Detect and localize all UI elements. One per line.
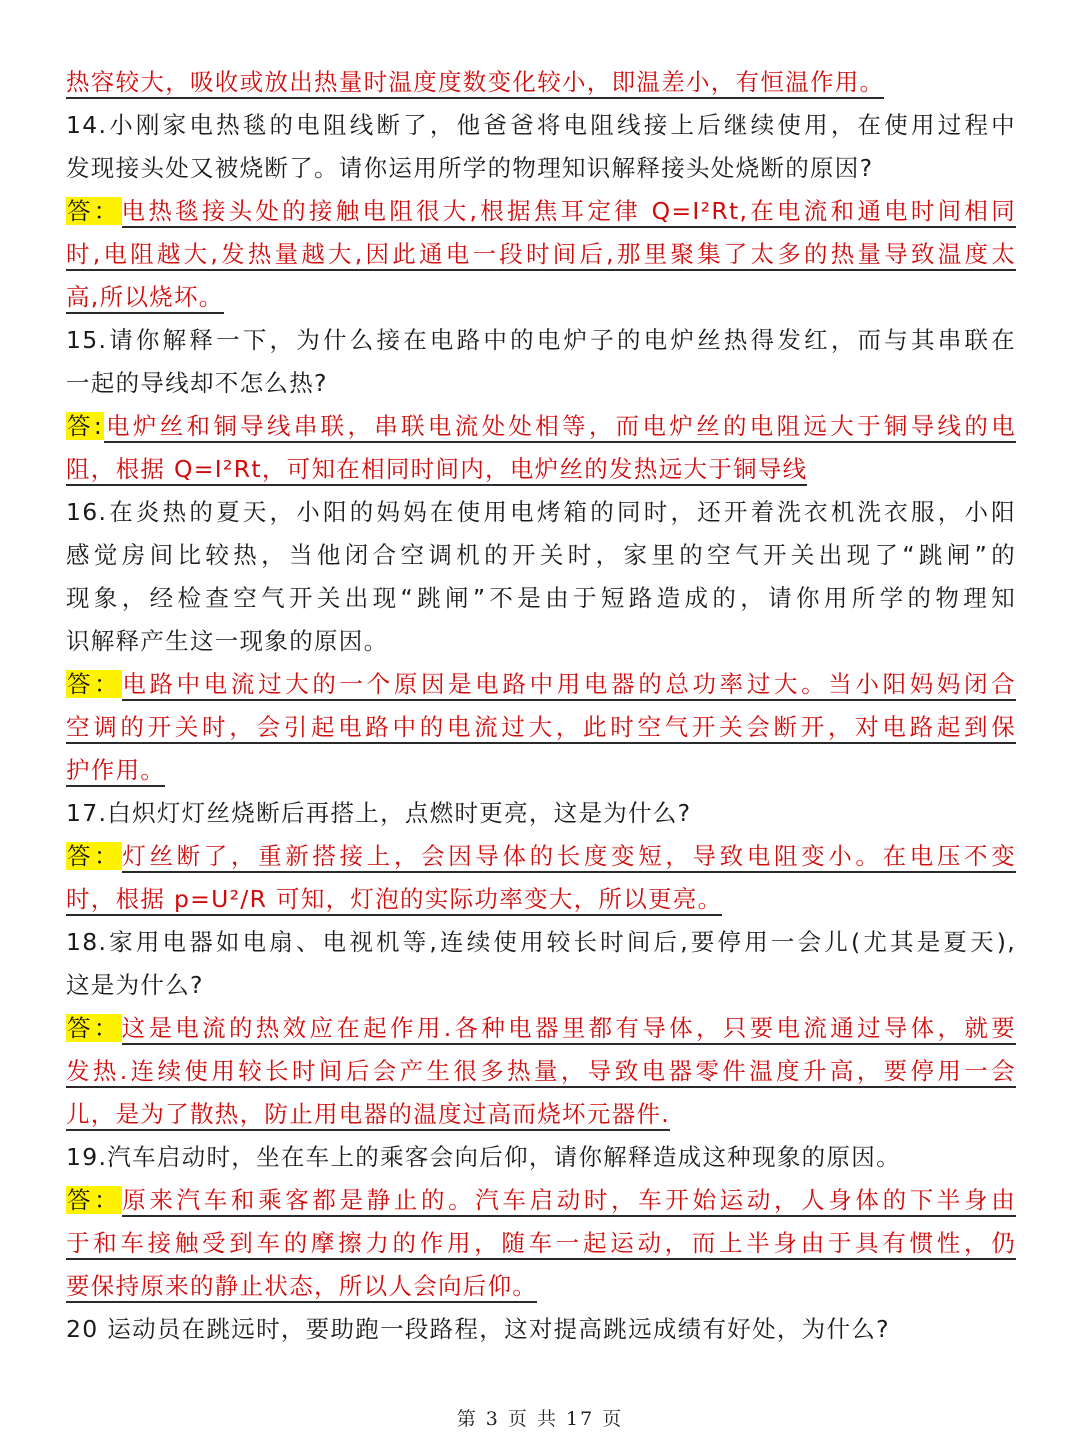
answer-text: 原来汽车和乘客都是静止的。汽车启动时，车开始运动，人身体的下半身由 — [122, 1186, 1016, 1217]
answer-text: 空调的开关时，会引起电路中的电流过大，此时空气开关会断开，对电路起到保 — [66, 713, 1016, 744]
question-line — [66, 621, 1016, 664]
question-text: 这是为什么? — [66, 971, 204, 999]
answer-text: 电热毯接头处的接触电阻很大,根据焦耳定律 Q=I²Rt,在电流和通电时间相同 — [122, 197, 1016, 228]
answer-label: 答: — [67, 412, 104, 440]
question-line — [66, 793, 1016, 836]
answer-line — [66, 191, 1016, 234]
answer-text: 于和车接触受到车的摩擦力的作用，随车一起运动，而上半身由于具有惯性，仍 — [66, 1229, 1016, 1260]
answer-line — [66, 750, 1016, 793]
question-line — [66, 492, 1016, 535]
question-line — [66, 922, 1016, 965]
question-text: 一起的导线却不怎么热? — [66, 369, 328, 397]
answer-text: 高,所以烧坏。 — [66, 283, 224, 314]
answer-text: 热容较大，吸收或放出热量时温度度数变化较小，即温差小，有恒温作用。 — [66, 68, 884, 99]
answer-line — [66, 449, 1016, 492]
question-line — [66, 363, 1016, 406]
question-line — [66, 535, 1016, 578]
question-text: 现象，经检查空气开关出现“跳闸”不是由于短路造成的，请你用所学的物理知 — [66, 584, 1016, 612]
answer-text: 时，根据 p=U²/R 可知，灯泡的实际功率变大，所以更亮。 — [66, 885, 722, 916]
question-text: 14.小刚家电热毯的电阻线断了，他爸爸将电阻线接上后继续使用，在使用过程中 — [66, 111, 1016, 139]
answer-text: 发热.连续使用较长时间后会产生很多热量，导致电器零件温度升高，要停用一会 — [66, 1057, 1016, 1088]
answer-line — [66, 1094, 1016, 1137]
question-text: 感觉房间比较热，当他闭合空调机的开关时，家里的空气开关出现了“跳闸”的 — [66, 541, 1016, 569]
answer-line — [66, 277, 1016, 320]
answer-text: 电炉丝和铜导线串联，串联电流处处相等，而电炉丝的电阻远大于铜导线的电 — [104, 412, 1016, 443]
question-line — [66, 148, 1016, 191]
page-footer: 第 3 页 共 17 页 — [456, 1408, 624, 1430]
question-line — [66, 320, 1016, 363]
question-text: 16.在炎热的夏天，小阳的妈妈在使用电烤箱的同时，还开着洗衣机洗衣服，小阳 — [66, 498, 1016, 526]
question-text: 识解释产生这一现象的原因。 — [66, 627, 389, 655]
answer-line — [66, 879, 1016, 922]
answer-line — [66, 1223, 1016, 1266]
answer-text: 这是电流的热效应在起作用.各种电器里都有导体，只要电流通过导体，就要 — [122, 1014, 1016, 1045]
answer-label: 答： — [67, 842, 122, 870]
answer-text: 要保持原来的静止状态，所以人会向后仰。 — [66, 1272, 537, 1303]
answer-text: 阻，根据 Q=I²Rt，可知在相同时间内，电炉丝的发热远大于铜导线 — [66, 455, 807, 486]
answer-text: 时,电阻越大,发热量越大,因此通电一段时间后,那里聚集了太多的热量导致温度太 — [66, 240, 1016, 271]
answer-text: 电路中电流过大的一个原因是电路中用电器的总功率过大。当小阳妈妈闭合 — [122, 670, 1016, 701]
answer-line — [66, 62, 1016, 105]
answer-text: 护作用。 — [66, 756, 165, 787]
question-line — [66, 965, 1016, 1008]
answer-text: 儿，是为了散热，防止用电器的温度过高而烧坏元器件. — [66, 1100, 670, 1131]
question-text: 19.汽车启动时，坐在车上的乘客会向后仰，请你解释造成这种现象的原因。 — [66, 1143, 901, 1171]
answer-line — [66, 707, 1016, 750]
answer-label: 答： — [67, 670, 122, 698]
question-text: 发现接头处又被烧断了。请你运用所学的物理知识解释接头处烧断的原因? — [66, 154, 874, 182]
answer-label: 答： — [67, 1014, 121, 1042]
question-text: 15.请你解释一下，为什么接在电路中的电炉子的电炉丝热得发红，而与其串联在 — [66, 326, 1016, 354]
question-text: 17.白炽灯灯丝烧断后再搭上，点燃时更亮，这是为什么? — [66, 799, 692, 827]
answer-line — [66, 1266, 1016, 1309]
page-content — [66, 62, 1016, 1352]
answer-line — [66, 234, 1016, 277]
answer-line — [66, 1008, 1016, 1051]
question-text: 20 运动员在跳远时，要助跑一段路程，这对提高跳远成绩有好处，为什么? — [66, 1315, 890, 1343]
answer-line — [66, 406, 1016, 449]
answer-line — [66, 1051, 1016, 1094]
answer-line — [66, 664, 1016, 707]
answer-label: 答： — [67, 197, 121, 225]
answer-text: 灯丝断了，重新搭接上，会因导体的长度变短，导致电阻变小。在电压不变 — [122, 842, 1016, 873]
answer-label: 答： — [67, 1186, 122, 1214]
question-line — [66, 578, 1016, 621]
answer-line — [66, 1180, 1016, 1223]
question-line — [66, 105, 1016, 148]
question-line — [66, 1137, 1016, 1180]
question-text: 18.家用电器如电扇、电视机等,连续使用较长时间后,要停用一会儿(尤其是夏天), — [66, 928, 1016, 956]
question-line — [66, 1309, 1016, 1352]
answer-line — [66, 836, 1016, 879]
